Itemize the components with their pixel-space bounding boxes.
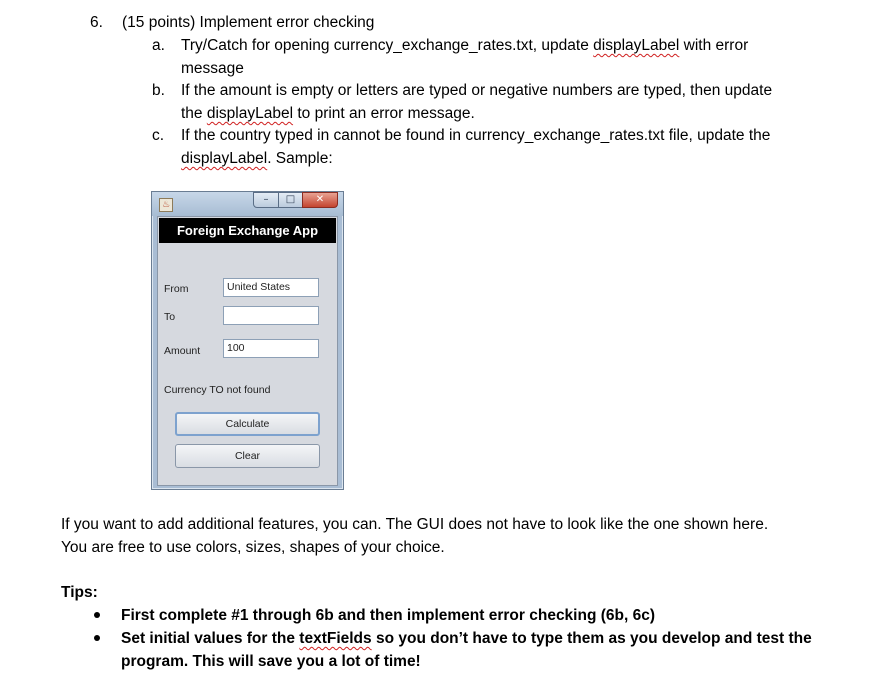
- minimize-button[interactable]: –: [253, 192, 279, 208]
- bullet-dot-2: [94, 635, 100, 641]
- tips-heading: Tips:: [61, 584, 98, 601]
- item-a-line1-pre: Try/Catch for opening currency_exchange_rates.txt, update: [181, 37, 594, 54]
- tip-2-line2: program. This will save you a lot of time!: [121, 653, 421, 670]
- tip-1: First complete #1 through 6b and then implement error checking (6b, 6c): [121, 607, 655, 624]
- tip-2-flagged-word: textFields: [299, 630, 372, 647]
- amount-label: Amount: [164, 345, 201, 357]
- item-a-line1-post: with error: [679, 37, 749, 54]
- item-c-line1: If the country typed in cannot be found in currency_exchange_rates.txt file, update the: [181, 127, 771, 144]
- item-b-flagged-word: displayLabel: [206, 105, 294, 122]
- question-heading: (15 points) Implement error checking: [122, 14, 375, 31]
- from-label: From: [164, 283, 189, 295]
- window-controls: [253, 192, 339, 209]
- clear-button[interactable]: Clear: [175, 444, 320, 468]
- item-a-line2: message: [181, 60, 244, 77]
- amount-field[interactable]: 100: [223, 339, 319, 358]
- item-b-line2: [181, 103, 475, 126]
- item-a-flagged-word: displayLabel: [593, 37, 680, 54]
- tip-2-pre: Set initial values for the: [121, 630, 300, 647]
- maximize-button[interactable]: □: [278, 192, 303, 208]
- window-titlebar: [152, 192, 343, 216]
- to-label: To: [164, 311, 176, 323]
- item-c-line2: [181, 148, 333, 171]
- item-b-line1: If the amount is empty or letters are typed or negative numbers are typed, then update: [181, 82, 773, 99]
- item-b-line2-pre: the: [181, 105, 207, 122]
- window-content: [157, 216, 338, 486]
- java-app-icon: ♨: [159, 198, 173, 212]
- close-button[interactable]: ✕: [302, 192, 338, 208]
- bullet-dot-1: [94, 612, 100, 618]
- question-number: 6.: [90, 14, 103, 31]
- item-c-letter: c.: [152, 127, 165, 144]
- note-line-1: If you want to add additional features, you can. The GUI does not have to look like the one shown here.: [61, 516, 769, 533]
- calculate-button[interactable]: Calculate: [175, 412, 320, 436]
- item-a-letter: a.: [152, 37, 165, 54]
- tip-2-line1: [121, 628, 812, 651]
- item-c-flagged-word: displayLabel: [181, 150, 268, 167]
- item-a-line1: [181, 35, 748, 58]
- display-label: Currency TO not found: [164, 384, 271, 396]
- note-line-2: You are free to use colors, sizes, shapes of your choice.: [61, 539, 445, 556]
- app-title: Foreign Exchange App: [159, 218, 336, 243]
- item-b-letter: b.: [152, 82, 165, 99]
- sample-app-window: [151, 191, 344, 490]
- item-b-line2-post: to print an error message.: [293, 105, 475, 122]
- from-field[interactable]: United States: [223, 278, 319, 297]
- tip-2-post: so you don’t have to type them as you develop and test the: [371, 630, 812, 647]
- item-c-line2-post: . Sample:: [267, 150, 333, 167]
- to-field[interactable]: [223, 306, 319, 325]
